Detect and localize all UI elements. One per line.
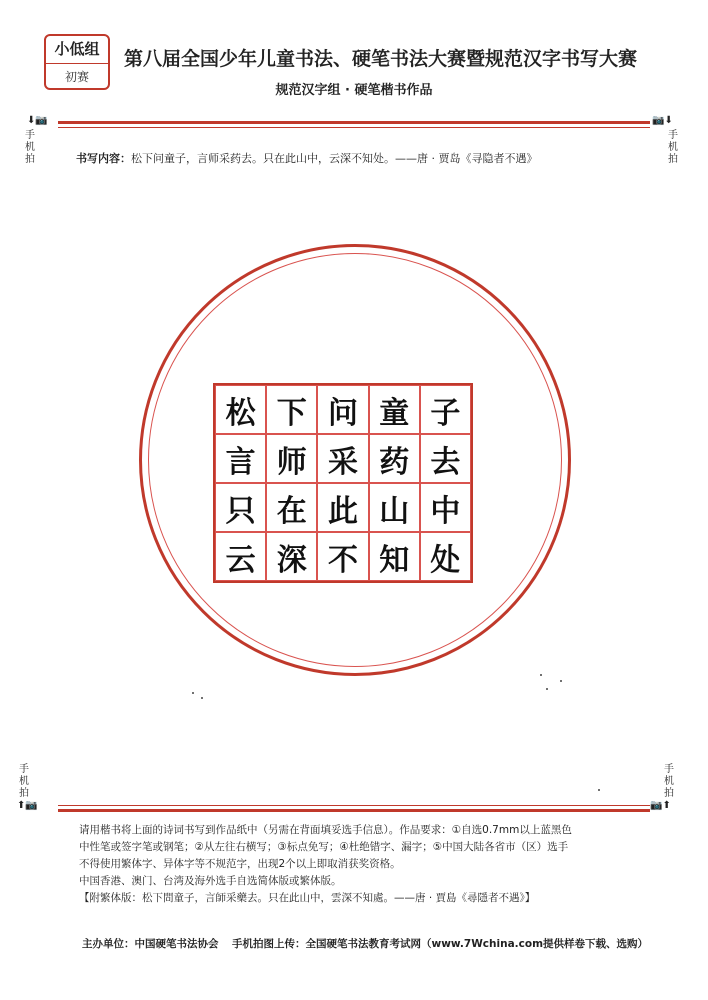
grid-cell: 处 bbox=[420, 532, 471, 581]
grid-cell: 下 bbox=[266, 385, 317, 434]
grid-cell: 松 bbox=[215, 385, 266, 434]
speck bbox=[598, 789, 600, 791]
speck bbox=[540, 674, 542, 676]
grid-cell: 只 bbox=[215, 483, 266, 532]
phone-shoot-label-top-left: 手 机 拍 bbox=[25, 130, 35, 165]
grid-cell: 子 bbox=[420, 385, 471, 434]
top-rule-thin bbox=[58, 127, 650, 128]
grid-cell: 此 bbox=[317, 483, 368, 532]
top-rule-thick bbox=[58, 121, 650, 124]
speck bbox=[201, 697, 203, 699]
writing-content-text: 松下问童子，言师采药去。只在此山中，云深不知处。——唐 · 贾岛《寻隐者不遇》 bbox=[131, 152, 538, 165]
phone-shoot-label-bottom-right: 手 机 拍 bbox=[664, 764, 674, 799]
badge-stage-label: 初赛 bbox=[64, 70, 89, 84]
requirements bbox=[79, 822, 659, 907]
grid-cell: 采 bbox=[317, 434, 368, 483]
phone-shoot-label-top-right: 手 机 拍 bbox=[668, 130, 678, 165]
grid-cell: 深 bbox=[266, 532, 317, 581]
requirements-line: 【附繁体版：松下問童子，言師采藥去。只在此山中，雲深不知處。——唐 · 賈島《尋隱者不遇》】 bbox=[79, 892, 536, 904]
badge-group-label: 小低组 bbox=[46, 36, 108, 64]
grid-cell: 药 bbox=[369, 434, 420, 483]
grid-cell: 云 bbox=[215, 532, 266, 581]
writing-grid bbox=[213, 383, 473, 583]
grid-cell: 师 bbox=[266, 434, 317, 483]
grid-cell: 中 bbox=[420, 483, 471, 532]
camera-icon-top-right: 📷⬇ bbox=[652, 115, 673, 126]
requirements-line: 请用楷书将上面的诗词书写到作品纸中（另需在背面填妥选手信息）。作品要求：①自选0.7mm以上蓝黑色 bbox=[79, 824, 572, 836]
camera-icon-bottom-left: ⬆📷 bbox=[17, 800, 38, 811]
grid-cell: 问 bbox=[317, 385, 368, 434]
speck bbox=[192, 692, 194, 694]
writing-content-label: 书写内容： bbox=[76, 152, 131, 165]
organizer: 主办单位：中国硬笔书法协会 bbox=[82, 938, 219, 950]
bottom-rule-thin bbox=[58, 805, 650, 806]
speck bbox=[546, 688, 548, 690]
camera-icon-bottom-right: 📷⬆ bbox=[650, 800, 671, 811]
upload-info: 手机拍图上传：全国硬笔书法教育考试网（www.7Wchina.com提供样卷下载、选购） bbox=[232, 938, 649, 950]
grid-cell: 言 bbox=[215, 434, 266, 483]
bottom-rule-thick bbox=[58, 809, 650, 812]
grid-cell: 不 bbox=[317, 532, 368, 581]
speck bbox=[560, 680, 562, 682]
page-title: 第八届全国少年儿童书法、硬笔书法大赛暨规范汉字书写大赛 bbox=[124, 48, 638, 70]
grid-cell: 知 bbox=[369, 532, 420, 581]
requirements-line: 不得使用繁体字、异体字等不规范字，出现2个以上即取消获奖资格。 bbox=[79, 858, 401, 870]
grid-cell: 在 bbox=[266, 483, 317, 532]
page-subtitle: 规范汉字组 · 硬笔楷书作品 bbox=[275, 83, 433, 98]
camera-icon-top-left: ⬇📷 bbox=[27, 115, 48, 126]
requirements-line: 中性笔或签字笔或钢笔；②从左往右横写；③标点免写；④杜绝错字、漏字；⑤中国大陆各省市（区）选手 bbox=[79, 841, 569, 853]
phone-shoot-label-bottom-left: 手 机 拍 bbox=[19, 764, 29, 799]
grid-cell: 山 bbox=[369, 483, 420, 532]
requirements-line: 中国香港、澳门、台湾及海外选手自选简体版或繁体版。 bbox=[79, 875, 342, 887]
grid-cell: 童 bbox=[369, 385, 420, 434]
writing-content bbox=[76, 150, 538, 166]
grid-cell: 去 bbox=[420, 434, 471, 483]
